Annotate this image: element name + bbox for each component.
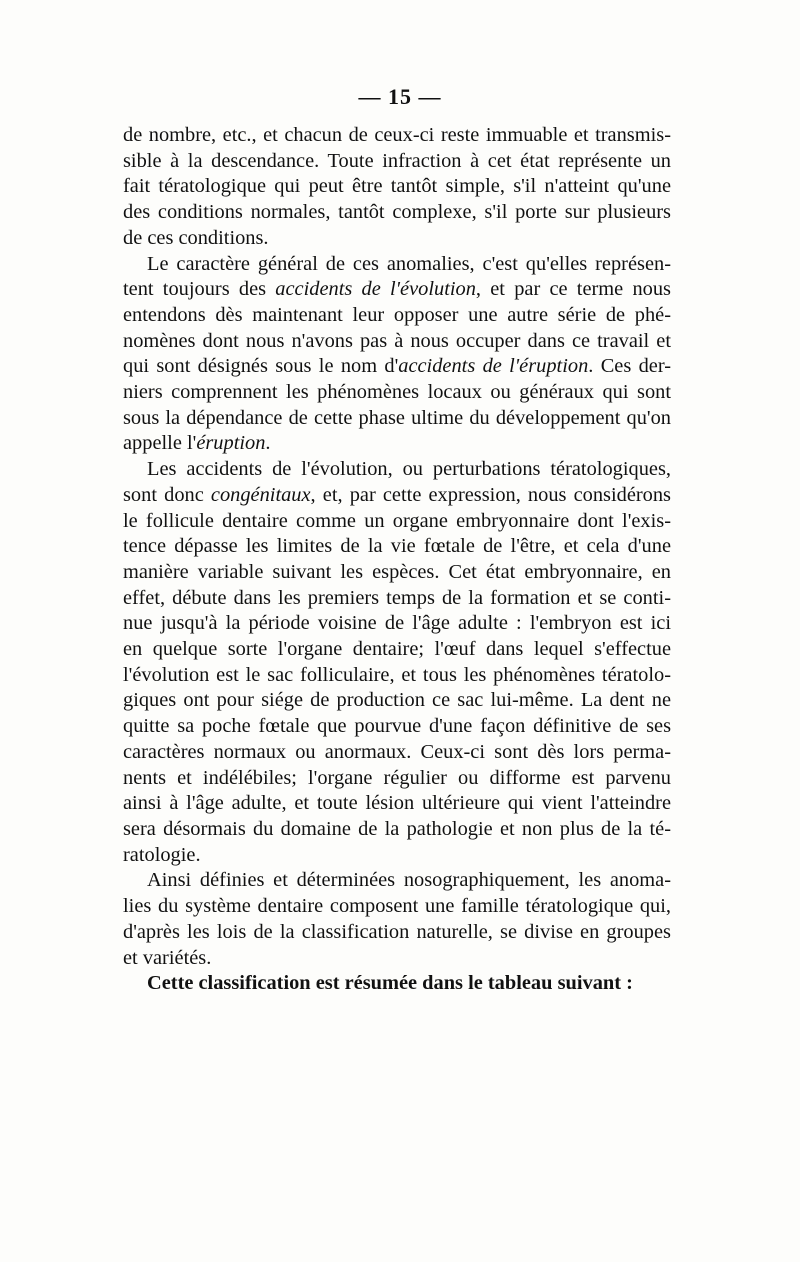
text-line: entendons dès maintenant leur opposer une autre série de phé- <box>123 303 671 326</box>
text-line: nents et indélébiles; l'organe régulier ou difforme est parvenu <box>123 766 671 789</box>
text-line: Ainsi définies et déterminées nosographiquement, les anoma- <box>147 869 671 892</box>
text-line: ratologie. <box>123 843 201 866</box>
text-line: niers comprennent les phénomènes locaux ou généraux qui sont <box>123 381 671 404</box>
text-line: nue jusqu'à la période voisine de l'âge adulte : l'embryon est ici <box>123 612 671 635</box>
text-line: lies du système dentaire composent une famille tératologique qui, <box>123 895 671 918</box>
text-line: tence dépasse les limites de la vie fœtale de l'être, et cela d'une <box>123 535 671 558</box>
text-line: effet, débute dans les premiers temps de la formation et se conti- <box>123 586 671 609</box>
text-line: ainsi à l'âge adulte, et toute lésion ultérieure qui vient l'atteindre <box>123 792 671 815</box>
text-line: manière variable suivant les espèces. Cet état embryonnaire, en <box>123 560 671 583</box>
text-line: en quelque sorte l'organe dentaire; l'œuf dans lequel s'effectue <box>123 638 671 661</box>
text-line: d'après les lois de la classification naturelle, se divise en groupes <box>123 920 671 943</box>
text-line: de ces conditions. <box>123 226 269 249</box>
text-line: sible à la descendance. Toute infraction à cet état représente un <box>123 149 671 172</box>
paragraph-4 <box>123 868 671 971</box>
text-line: de nombre, etc., et chacun de ceux-ci reste immuable et transmis- <box>123 124 671 146</box>
italic-term: accidents de l'évolution <box>275 278 476 301</box>
text-line: tent toujours des accidents de l'évolution, et par ce terme nous <box>123 278 671 301</box>
text-line: fait tératologique qui peut être tantôt simple, s'il n'atteint qu'une <box>123 175 671 198</box>
italic-term: éruption <box>196 432 266 455</box>
italic-term: accidents de l'éruption <box>398 355 589 378</box>
text-line: appelle l'éruption. <box>123 432 271 455</box>
paragraph-2 <box>123 252 671 458</box>
text-line: sont donc congénitaux, et, par cette expression, nous considérons <box>123 483 671 506</box>
text-line: et variétés. <box>123 946 212 969</box>
text-line: sous la dépendance de cette phase ultime du développement qu'on <box>123 406 671 429</box>
text-line: l'évolution est le sac folliculaire, et tous les phénomènes tératolo- <box>123 663 671 686</box>
text-line: le follicule dentaire comme un organe embryonnaire dont l'exis- <box>123 509 671 532</box>
text-line: sera désormais du domaine de la pathologie et non plus de la té- <box>123 817 671 840</box>
body-text <box>123 123 671 997</box>
text-line: nomènes dont nous n'avons pas à nous occuper dans ce travail et <box>123 329 671 352</box>
text-line: des conditions normales, tantôt complexe, s'il porte sur plusieurs <box>123 201 671 224</box>
text-line: caractères normaux ou anormaux. Ceux-ci sont dès lors perma- <box>123 740 671 763</box>
text-line: Les accidents de l'évolution, ou perturbations tératologiques, <box>147 458 671 481</box>
italic-term: congénitaux <box>210 483 311 506</box>
text-line: Le caractère général de ces anomalies, c'est qu'elles représen- <box>147 252 671 275</box>
text-line: Cette classification est résumée dans le tableau suivant : <box>147 972 633 995</box>
paragraph-3 <box>123 457 671 868</box>
text-line: giques ont pour siége de production ce sac lui-même. La dent ne <box>123 689 671 712</box>
paragraph-5 <box>123 971 671 997</box>
paragraph-1 <box>123 123 671 252</box>
text-line: quitte sa poche fœtale que pourvue d'une façon définitive de ses <box>123 715 671 738</box>
page-number: — 15 — <box>358 84 442 109</box>
text-line: qui sont désignés sous le nom d'accidents de l'éruption. Ces der- <box>123 355 672 378</box>
